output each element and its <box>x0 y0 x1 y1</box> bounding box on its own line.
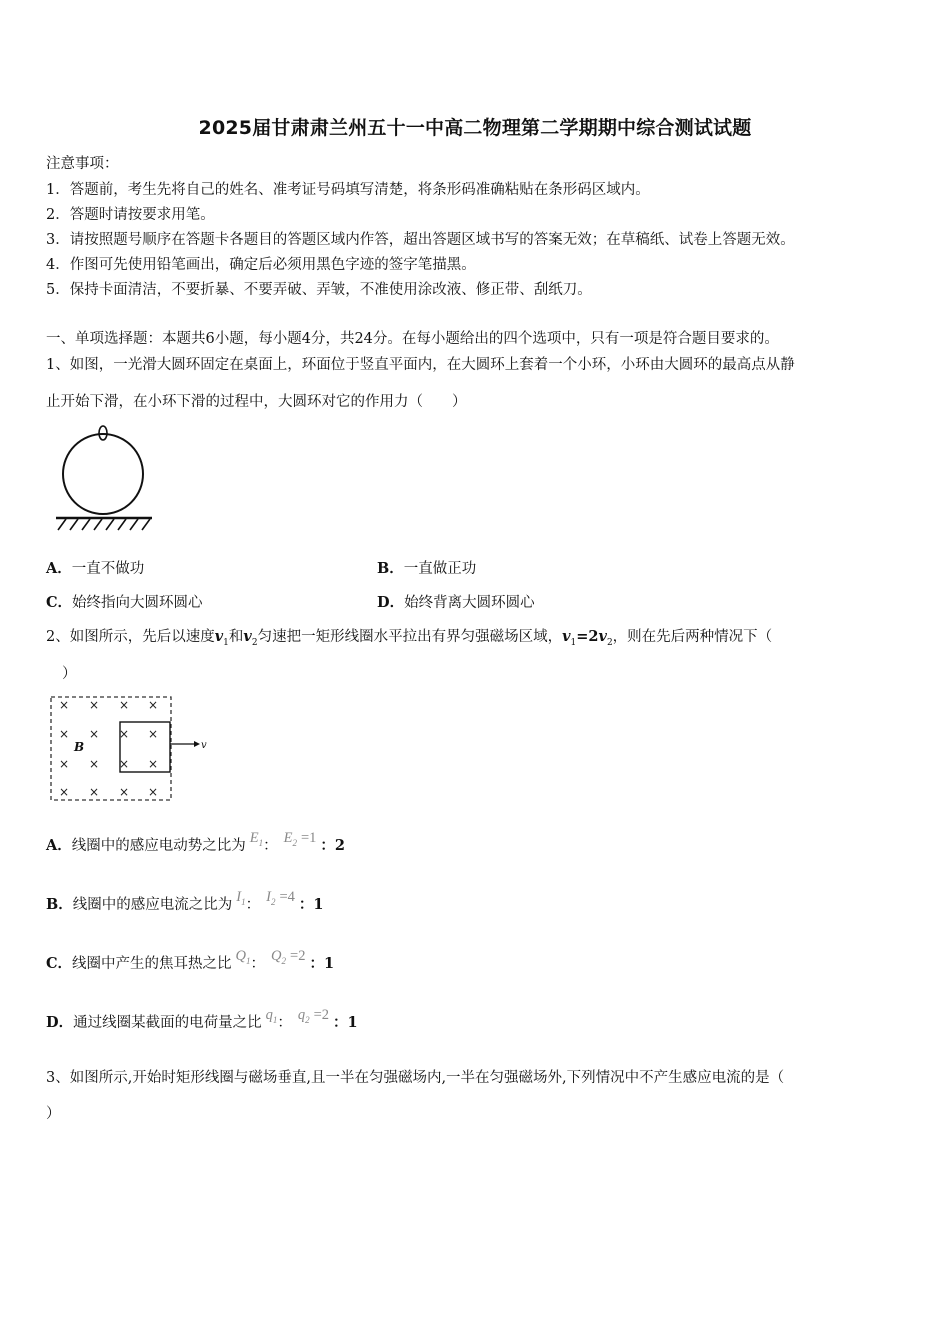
page-title: 2025届甘肃肃兰州五十一中高二物理第二学期期中综合测试试题 <box>198 117 752 139</box>
q1-option-d[interactable]: D．始终背离大圆环圆心 <box>377 594 535 611</box>
section-heading: 一、单项选择题：本题共6小题，每小题4分，共24分。在每小题给出的四个选项中，只有一项是符合题目要求的。 <box>46 331 779 347</box>
svg-text:×: × <box>147 757 159 771</box>
svg-text:×: × <box>118 727 130 741</box>
q3-text-line1: 3、如图所示,开始时矩形线圈与磁场垂直,且一半在匀强磁场内,一半在匀强磁场外,下列情况中不产生感应电流的是（ <box>46 1070 785 1086</box>
q3-text-line2: ） <box>46 1106 61 1122</box>
q1-option-c[interactable]: C．始终指向大圆环圆心 <box>46 594 203 611</box>
svg-text:×: × <box>118 698 130 712</box>
notice-item-3: 3．请按照题号顺序在答题卡各题目的答题区域内作答，超出答题区域书写的答案无效；在草稿纸、试卷上答题无效。 <box>46 232 795 248</box>
q2-option-c[interactable]: C．线圈中产生的焦耳热之比 $Q_1$： $Q_2 =2$ ：1 <box>46 948 335 972</box>
big-ring <box>63 434 143 514</box>
svg-text:×: × <box>147 785 159 799</box>
svg-text:×: × <box>88 757 100 771</box>
q2-option-d[interactable]: D．通过线圈某截面的电荷量之比 $q_1$： $q_2 =2$ ：1 <box>46 1007 358 1031</box>
notice-item-5: 5．保持卡面清洁，不要折暴、不要弄破、弄皱，不准使用涂改液、修正带、刮纸刀。 <box>46 282 592 298</box>
q2-text-line2: ） <box>62 666 77 682</box>
svg-text:×: × <box>58 757 70 771</box>
svg-text:×: × <box>58 698 70 712</box>
velocity-label: v <box>201 740 207 751</box>
notice-heading: 注意事项： <box>46 156 119 172</box>
q2-option-a[interactable]: A．线圈中的感应电动势之比为 $E_1$： $E_2 =1$ ：2 <box>46 830 346 854</box>
svg-text:×: × <box>88 698 100 712</box>
svg-text:×: × <box>118 785 130 799</box>
svg-text:×: × <box>118 757 130 771</box>
q2-option-b[interactable]: B．线圈中的感应电流之比为 $I_1$： $I_2 =4$ ：1 <box>46 889 324 913</box>
svg-text:×: × <box>147 727 159 741</box>
svg-text:×: × <box>58 785 70 799</box>
notice-item-4: 4．作图可先使用铅笔画出，确定后必须用黑色字迹的签字笔描黑。 <box>46 257 476 273</box>
q1-ring-figure <box>52 422 158 534</box>
q1-option-b[interactable]: B．一直做正功 <box>377 560 477 577</box>
q2-text-line1: 2、如图所示，先后以速度$v_1$和$v_2$匀速把一矩形线圈水平拉出有界匀强磁场区域，$v_1=2v_2$，则在先后两种情况下（ <box>46 628 773 648</box>
q2-field-figure <box>48 692 208 804</box>
table-hatching <box>58 519 150 530</box>
q1-text-line1: 1、如图，一光滑大圆环固定在桌面上，环面位于竖直平面内，在大圆环上套着一个小环，小环由大圆环的最高点从静 <box>46 357 795 373</box>
svg-text:×: × <box>88 785 100 799</box>
notice-item-1: 1．答题前，考生先将自己的姓名、准考证号码填写清楚，将条形码准确粘贴在条形码区域内。 <box>46 182 650 198</box>
notice-item-2: 2．答题时请按要求用笔。 <box>46 207 215 223</box>
svg-text:×: × <box>58 727 70 741</box>
svg-text:×: × <box>88 727 100 741</box>
field-label: B <box>74 740 85 754</box>
svg-text:×: × <box>147 698 159 712</box>
q1-text-line2: 止开始下滑，在小环下滑的过程中，大圆环对它的作用力（ ） <box>46 394 467 410</box>
q1-option-a[interactable]: A．一直不做功 <box>46 560 145 577</box>
